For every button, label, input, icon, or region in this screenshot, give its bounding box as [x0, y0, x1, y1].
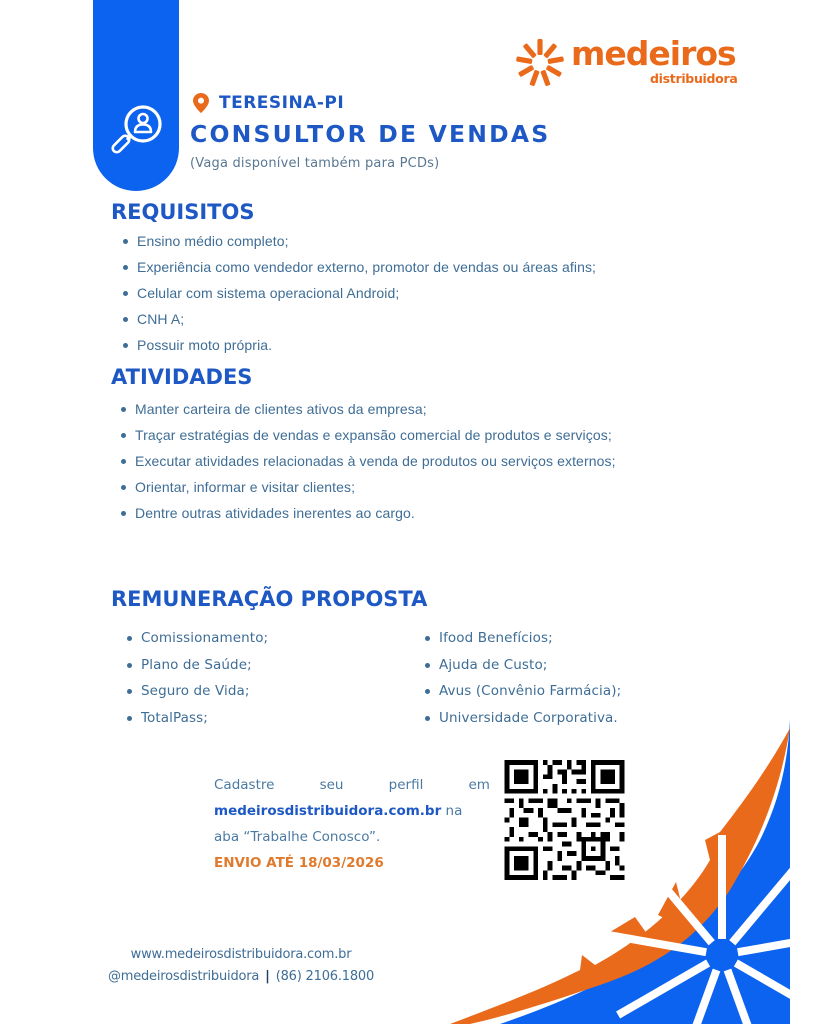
footer-contact-line — [96, 966, 386, 988]
location — [193, 93, 344, 113]
list-item: Dentre outras atividades inerentes ao cargo. — [119, 500, 719, 526]
list-item: Ensino médio completo; — [121, 228, 731, 254]
remuneracao-list-left — [125, 625, 405, 731]
job-title: CONSULTOR DE VENDAS — [190, 120, 551, 148]
list-item: Possuir moto própria. — [121, 332, 731, 358]
list-item: Experiência como vendedor externo, promotor de vendas ou áreas afins; — [121, 254, 731, 280]
logo-wordmark: medeiros — [571, 34, 736, 73]
logo-subtitle: distribuidora — [650, 71, 738, 86]
job-subtitle: (Vaga disponível também para PCDs) — [190, 156, 440, 171]
cta-word: em — [468, 777, 490, 793]
medeiros-logo — [515, 34, 738, 92]
cta-word: Cadastre — [214, 777, 275, 793]
cta-word: perfil — [388, 777, 424, 793]
list-item: Comissionamento; — [125, 625, 405, 652]
remuneracao-list-right — [423, 625, 743, 731]
footer-social[interactable]: @medeirosdistribuidora — [107, 969, 260, 984]
list-item: Universidade Corporativa. — [423, 705, 743, 732]
footer-separator: | — [265, 969, 270, 984]
atividades-list — [119, 396, 719, 526]
corner-starburst-decoration — [430, 720, 825, 1024]
cta-word: seu — [319, 777, 344, 793]
list-item: Seguro de Vida; — [125, 678, 405, 705]
cta-text: na — [441, 803, 463, 819]
footer-website[interactable]: www.medeirosdistribuidora.com.br — [130, 947, 352, 962]
list-item: Plano de Saúde; — [125, 652, 405, 679]
blue-header-tab — [93, 0, 179, 191]
footer — [96, 944, 386, 988]
section-title-remuneracao: REMUNERAÇÃO PROPOSTA — [111, 587, 428, 611]
list-item: Celular com sistema operacional Android; — [121, 280, 731, 306]
logo-starburst-icon — [515, 38, 565, 88]
list-item: Orientar, informar e visitar clientes; — [119, 474, 719, 500]
section-title-requisitos: REQUISITOS — [111, 200, 255, 224]
list-item: CNH A; — [121, 306, 731, 332]
search-user-icon — [107, 100, 167, 166]
list-item: Manter carteira de clientes ativos da empresa; — [119, 396, 719, 422]
footer-phone: (86) 2106.1800 — [275, 969, 375, 984]
section-title-atividades: ATIVIDADES — [111, 365, 253, 389]
list-item: Ifood Benefícios; — [423, 625, 743, 652]
list-item: Traçar estratégias de vendas e expansão comercial de produtos e serviços; — [119, 422, 719, 448]
list-item: Avus (Convênio Farmácia); — [423, 678, 743, 705]
map-pin-icon — [193, 93, 209, 113]
location-text: TERESINA-PI — [219, 93, 345, 113]
website-link[interactable]: medeirosdistribuidora.com.br — [214, 803, 442, 819]
deadline: ENVIO ATÉ 18/03/2026 — [214, 855, 384, 871]
list-item: Executar atividades relacionadas à venda de produtos ou serviços externos; — [119, 448, 719, 474]
list-item: TotalPass; — [125, 705, 405, 732]
requisitos-list — [121, 228, 731, 358]
cta-line-3: aba “Trabalhe Conosco”. — [214, 829, 381, 845]
list-item: Ajuda de Custo; — [423, 652, 743, 679]
